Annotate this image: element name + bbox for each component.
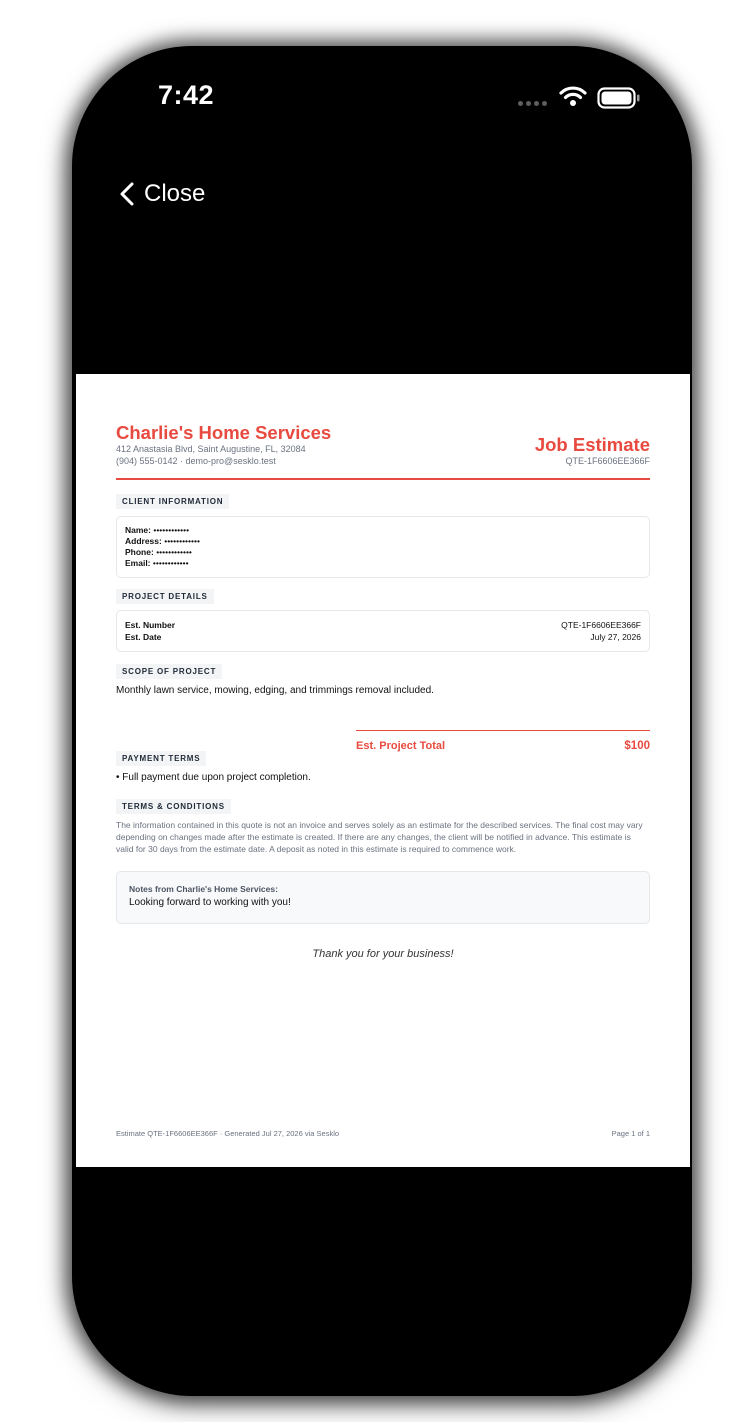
company-contact: (904) 555-0142 · demo-pro@sesklo.test	[116, 456, 276, 466]
notes-text: Looking forward to working with you!	[129, 897, 291, 908]
scope-text: Monthly lawn service, mowing, edging, and trimmings removal included.	[116, 685, 434, 696]
estimate-number: QTE-1F6606EE366F	[565, 456, 650, 466]
client-field-email: Email: ••••••••••••	[125, 558, 189, 568]
document-title: Job Estimate	[534, 434, 650, 455]
notes-box	[116, 871, 650, 924]
battery-icon	[597, 87, 641, 109]
details-row-date: Est. Date July 27, 2026	[125, 632, 641, 642]
client-field-phone: Phone: ••••••••••••	[125, 547, 192, 557]
phone-frame	[72, 46, 692, 1396]
header-divider	[116, 478, 650, 480]
company-name: Charlie's Home Services	[116, 422, 332, 443]
scope-label: SCOPE OF PROJECT	[116, 664, 222, 679]
notes-title: Notes from Charlie's Home Services:	[129, 884, 278, 894]
total-value: $100	[624, 740, 650, 752]
total-divider	[356, 730, 650, 731]
chevron-left-icon	[120, 182, 134, 206]
payment-terms-label: PAYMENT TERMS	[116, 751, 206, 766]
wifi-icon	[559, 85, 587, 107]
client-info-box	[116, 516, 650, 578]
project-details-label: PROJECT DETAILS	[116, 589, 214, 604]
cellular-signal-icon	[518, 101, 547, 106]
status-time: 7:42	[158, 80, 215, 110]
details-row-number: Est. Number QTE-1F6606EE366F	[125, 620, 641, 630]
payment-term-item: • Full payment due upon project completion.	[116, 772, 311, 783]
footer-generated: Estimate QTE-1F6606EE366F · Generated Jul 27, 2026 via Sesklo	[116, 1129, 340, 1138]
client-field-name: Name: ••••••••••••	[125, 525, 190, 535]
thank-you-message: Thank you for your business!	[312, 948, 454, 960]
company-address: 412 Anastasia Blvd, Saint Augustine, FL, 32084	[116, 444, 306, 454]
client-info-label: CLIENT INFORMATION	[116, 494, 229, 509]
client-field-address: Address: ••••••••••••	[125, 536, 200, 546]
total-label: Est. Project Total	[356, 740, 446, 752]
footer-page-number: Page 1 of 1	[611, 1129, 650, 1138]
project-details-box	[116, 610, 650, 652]
terms-label: TERMS & CONDITIONS	[116, 799, 231, 814]
terms-text: The information contained in this quote is not an invoice and serves solely as an estimate for the described services. The final cost may vary depending on changes made after the estimate is created. If there are any changes, the client will be notified in advance. This estimate is valid for 30 days from the estimate date. A deposit as noted in this estimate is required to commence work.	[116, 820, 643, 855]
close-button[interactable]	[120, 180, 205, 208]
close-label: Close	[144, 180, 206, 207]
estimate-document[interactable]	[76, 374, 690, 1167]
